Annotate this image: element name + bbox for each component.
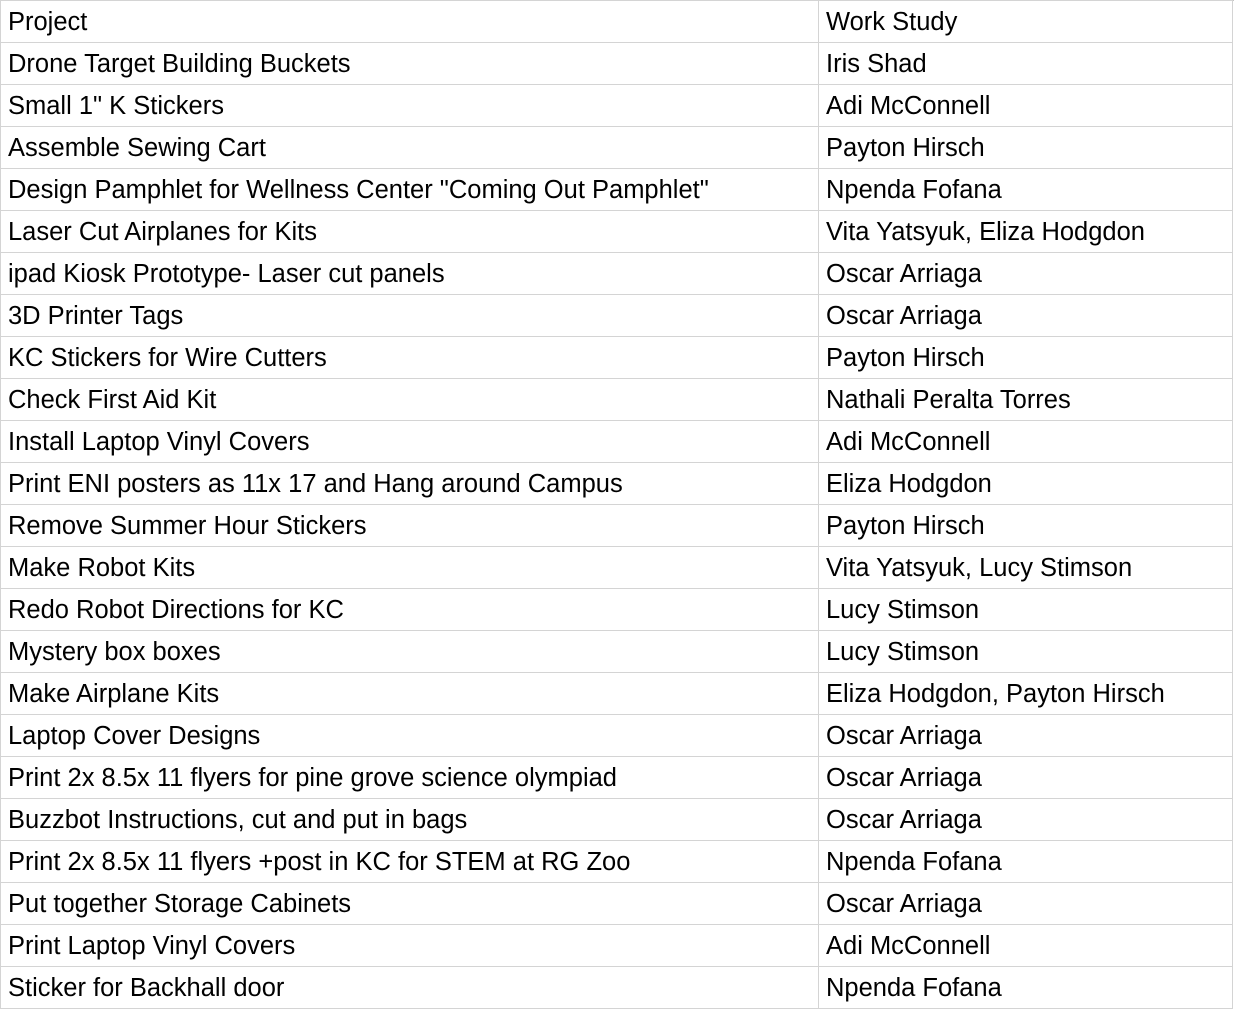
work-study-cell[interactable]: Eliza Hodgdon, Payton Hirsch [819, 673, 1233, 715]
work-study-cell[interactable]: Oscar Arriaga [819, 883, 1233, 925]
project-cell[interactable]: Check First Aid Kit [1, 379, 819, 421]
table-row [1, 253, 1233, 295]
work-study-cell[interactable]: Oscar Arriaga [819, 715, 1233, 757]
table-row [1, 883, 1233, 925]
project-cell[interactable]: Print Laptop Vinyl Covers [1, 925, 819, 967]
table-row [1, 211, 1233, 253]
table-row [1, 85, 1233, 127]
project-cell[interactable]: Remove Summer Hour Stickers [1, 505, 819, 547]
table-row [1, 631, 1233, 673]
project-cell[interactable]: ipad Kiosk Prototype- Laser cut panels [1, 253, 819, 295]
project-cell[interactable]: Drone Target Building Buckets [1, 43, 819, 85]
project-cell[interactable]: Print ENI posters as 11x 17 and Hang around Campus [1, 463, 819, 505]
table-row [1, 169, 1233, 211]
project-cell[interactable]: Design Pamphlet for Wellness Center "Coming Out Pamphlet" [1, 169, 819, 211]
project-cell[interactable]: Put together Storage Cabinets [1, 883, 819, 925]
table-row [1, 799, 1233, 841]
table-row [1, 505, 1233, 547]
project-cell[interactable]: Print 2x 8.5x 11 flyers for pine grove science olympiad [1, 757, 819, 799]
work-study-cell[interactable]: Payton Hirsch [819, 337, 1233, 379]
project-cell[interactable]: Buzzbot Instructions, cut and put in bags [1, 799, 819, 841]
project-cell[interactable]: Make Robot Kits [1, 547, 819, 589]
header-cell-work-study[interactable]: Work Study [819, 1, 1233, 43]
table-row [1, 421, 1233, 463]
work-study-cell[interactable]: Iris Shad [819, 43, 1233, 85]
project-cell[interactable]: Install Laptop Vinyl Covers [1, 421, 819, 463]
project-cell[interactable]: Assemble Sewing Cart [1, 127, 819, 169]
work-study-cell[interactable]: Npenda Fofana [819, 967, 1233, 1009]
work-study-cell[interactable]: Npenda Fofana [819, 841, 1233, 883]
table-row [1, 967, 1233, 1009]
project-cell[interactable]: Print 2x 8.5x 11 flyers +post in KC for STEM at RG Zoo [1, 841, 819, 883]
table-row [1, 841, 1233, 883]
project-cell[interactable]: KC Stickers for Wire Cutters [1, 337, 819, 379]
work-study-cell[interactable]: Oscar Arriaga [819, 757, 1233, 799]
table-row [1, 379, 1233, 421]
project-cell[interactable]: Redo Robot Directions for KC [1, 589, 819, 631]
work-study-cell[interactable]: Payton Hirsch [819, 505, 1233, 547]
work-study-cell[interactable]: Oscar Arriaga [819, 295, 1233, 337]
table-row [1, 715, 1233, 757]
header-cell-project[interactable]: Project [1, 1, 819, 43]
project-cell[interactable]: Laser Cut Airplanes for Kits [1, 211, 819, 253]
work-study-cell[interactable]: Oscar Arriaga [819, 799, 1233, 841]
work-study-cell[interactable]: Vita Yatsyuk, Lucy Stimson [819, 547, 1233, 589]
table-row [1, 463, 1233, 505]
project-cell[interactable]: Sticker for Backhall door [1, 967, 819, 1009]
table-row [1, 295, 1233, 337]
header-row [1, 1, 1233, 43]
work-study-cell[interactable]: Adi McConnell [819, 421, 1233, 463]
work-study-cell[interactable]: Nathali Peralta Torres [819, 379, 1233, 421]
table-row [1, 43, 1233, 85]
project-cell[interactable]: Small 1" K Stickers [1, 85, 819, 127]
project-cell[interactable]: Laptop Cover Designs [1, 715, 819, 757]
work-study-cell[interactable]: Lucy Stimson [819, 589, 1233, 631]
work-study-cell[interactable]: Npenda Fofana [819, 169, 1233, 211]
work-study-cell[interactable]: Adi McConnell [819, 925, 1233, 967]
table-row [1, 547, 1233, 589]
project-cell[interactable]: Make Airplane Kits [1, 673, 819, 715]
table-row [1, 757, 1233, 799]
work-study-cell[interactable]: Eliza Hodgdon [819, 463, 1233, 505]
work-study-cell[interactable]: Lucy Stimson [819, 631, 1233, 673]
work-study-cell[interactable]: Oscar Arriaga [819, 253, 1233, 295]
table-row [1, 925, 1233, 967]
project-cell[interactable]: Mystery box boxes [1, 631, 819, 673]
table-row [1, 337, 1233, 379]
project-cell[interactable]: 3D Printer Tags [1, 295, 819, 337]
work-study-cell[interactable]: Vita Yatsyuk, Eliza Hodgdon [819, 211, 1233, 253]
table-row [1, 589, 1233, 631]
table-row [1, 673, 1233, 715]
table-row [1, 127, 1233, 169]
work-study-cell[interactable]: Adi McConnell [819, 85, 1233, 127]
work-study-cell[interactable]: Payton Hirsch [819, 127, 1233, 169]
